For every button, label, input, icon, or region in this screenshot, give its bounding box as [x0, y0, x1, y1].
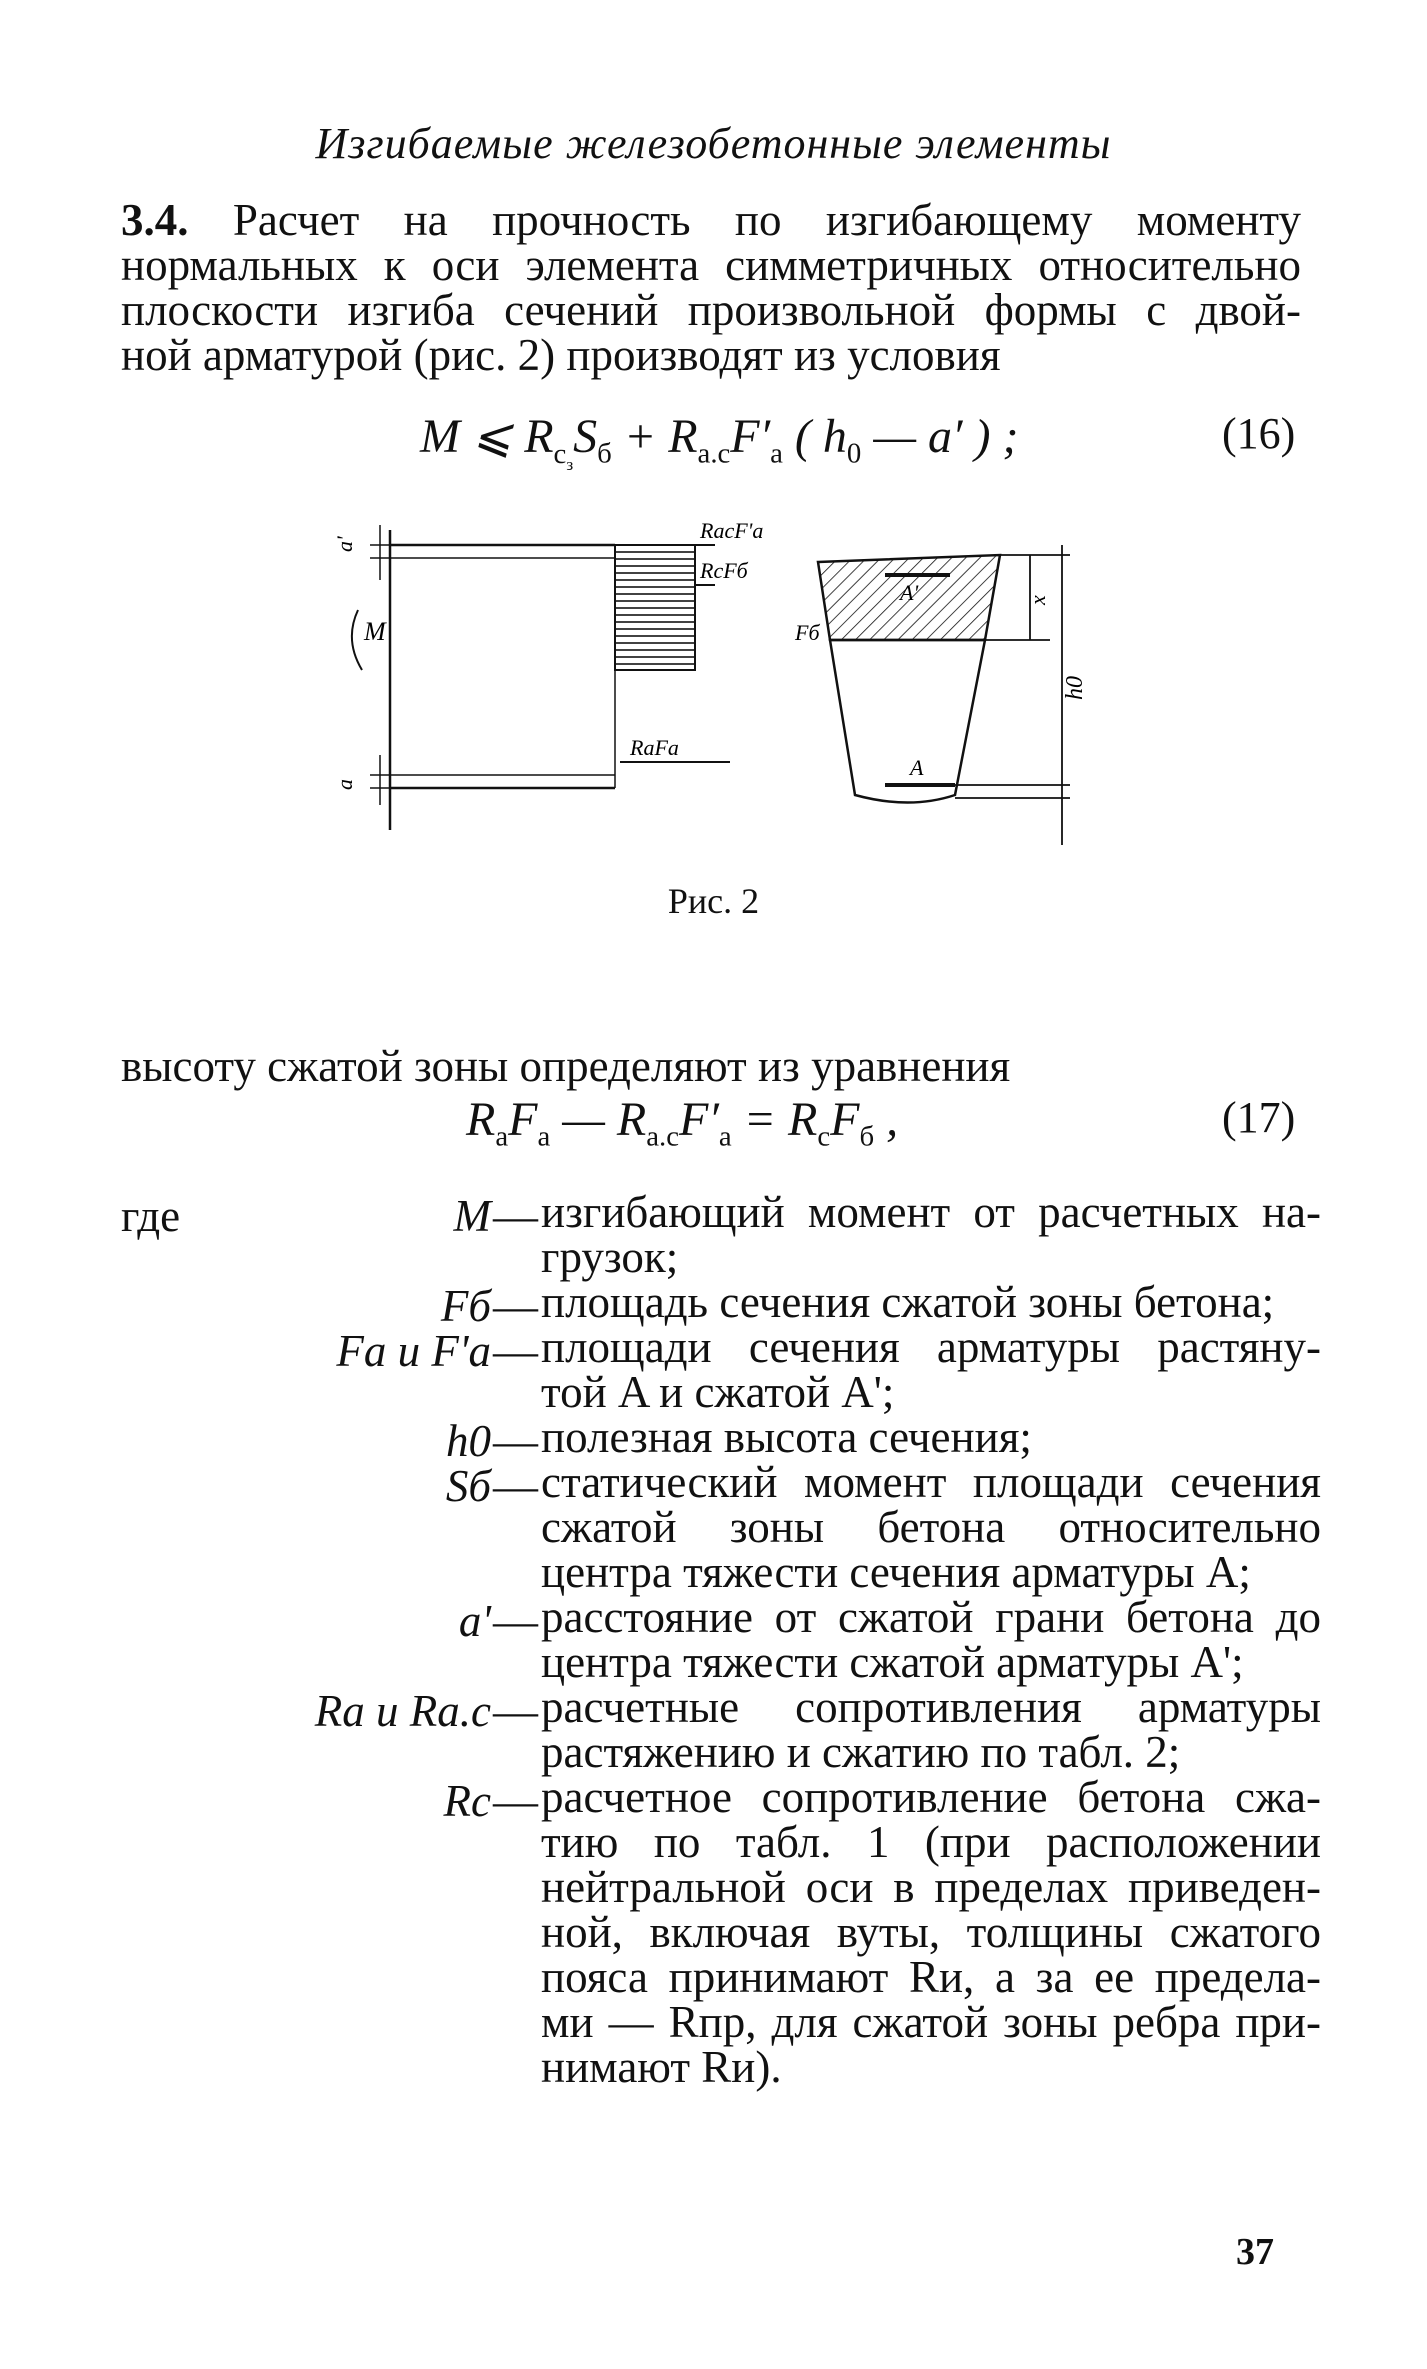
label-ra-fa: RaFa [630, 735, 679, 760]
definition-term: Fб [440, 1281, 491, 1331]
definition-term: h0 [446, 1416, 491, 1466]
equation-17-formula: $R_аF_а$ — $R_{а.с}F'_а = R_сF_б$ , [466, 1093, 899, 1153]
equation-16-formula: M ⩽ $R_{с_з}S_б + R_{а.с}F'_а$ ( $h_0$ — a′ ) ; [420, 410, 1019, 474]
definition-term: Fa и F'a [336, 1326, 491, 1376]
paragraph-number: 3.4. [121, 195, 189, 245]
label-a-prime: a' [332, 536, 357, 552]
cross-section [830, 640, 985, 803]
where-label: где [121, 1191, 181, 1241]
definition-term: Ra и Ra.c [314, 1686, 491, 1736]
label-moment: M [364, 617, 386, 646]
label-h0: h0 [1062, 676, 1088, 700]
label-fb: Fб [795, 620, 820, 645]
label-a: a [332, 779, 357, 790]
paragraph-line-2: нормальных к оси элемента симметричных относительно [121, 240, 1301, 290]
intro-eq-17: высоту сжатой зоны определяют из уравнения [121, 1041, 1011, 1091]
equation-17-number: (17) [1222, 1093, 1296, 1142]
label-A: A [910, 755, 924, 780]
label-A-prime: A' [900, 580, 919, 605]
page-number: 37 [1236, 2231, 1274, 2273]
label-rac-fa: RacF'a [700, 518, 764, 543]
paragraph-line-4: ной арматурой (рис. 2) производят из условия [121, 330, 1001, 380]
paragraph-line-1: 3.4. Расчет на прочность по изгибающему моменту [121, 195, 1301, 245]
figure-2-diagram [330, 500, 1110, 860]
definition-term: a' [458, 1596, 491, 1646]
label-rc-fb: RcFб [700, 558, 748, 583]
definition-term: Rc [443, 1776, 491, 1826]
equation-16-number: (16) [1222, 409, 1296, 458]
definition-term: M [453, 1191, 491, 1241]
compression-stress-block [615, 545, 695, 670]
definition-term: Sб [445, 1461, 491, 1511]
book-page: Изгибаемые железобетонные элементы 3.4. Расчет на прочность по изгибающему моменту нормальных к оси элемента симметричных относительно плоскости изгиба сечений произвольной формы с двой- ной арматурой (рис. 2) производят из условия M ⩽ $R_{с_з}S_б + R_{а.с}F'_а$ ( $h_0$ — a′ ) ; (16) a' a M RacF'a RcFб RaFa A' A Fб x h0 Рис. 2 высоту сжатой зоны определяют из уравнения $R_аF_а$ — $R_{а.с}F'_а = R_сF_б$ , (17) где M — изгибающий момент от расчетных на- грузок; Fб — площадь сечения сжатой зоны бетона; Fa и F'a — площади сечения арматуры растяну- той A и сжатой A'; h0 — полезная высота сечения; Sб — статический момент площади сечения сжатой зоны бетона относительно центра тяжести сечения арматуры A; a' — расстояние от сжатой грани бетона до центра тяжести сжатой арматуры A'; Ra и Ra.c — расчетные сопротивления арматуры растяжению и сжатию по табл. 2; Rc — расчетное сопротивление бетона сжа- тию по табл. 1 (при расположении нейтральной оси в пределах приведен- ной, включая вуты, толщины сжатого пояса принимают Rи, а за ее предела- ми — Rпр, для сжатой зоны ребра при- нимают Rи). 37 [0, 0, 1427, 2369]
figure-caption: Рис. 2 [667, 881, 760, 921]
paragraph-3-4 [121, 195, 1301, 380]
section-header: Изгибаемые железобетонные элементы [315, 119, 1112, 168]
label-x: x [1025, 595, 1050, 605]
paragraph-line-3: плоскости изгиба сечений произвольной формы с двой- [121, 285, 1301, 335]
